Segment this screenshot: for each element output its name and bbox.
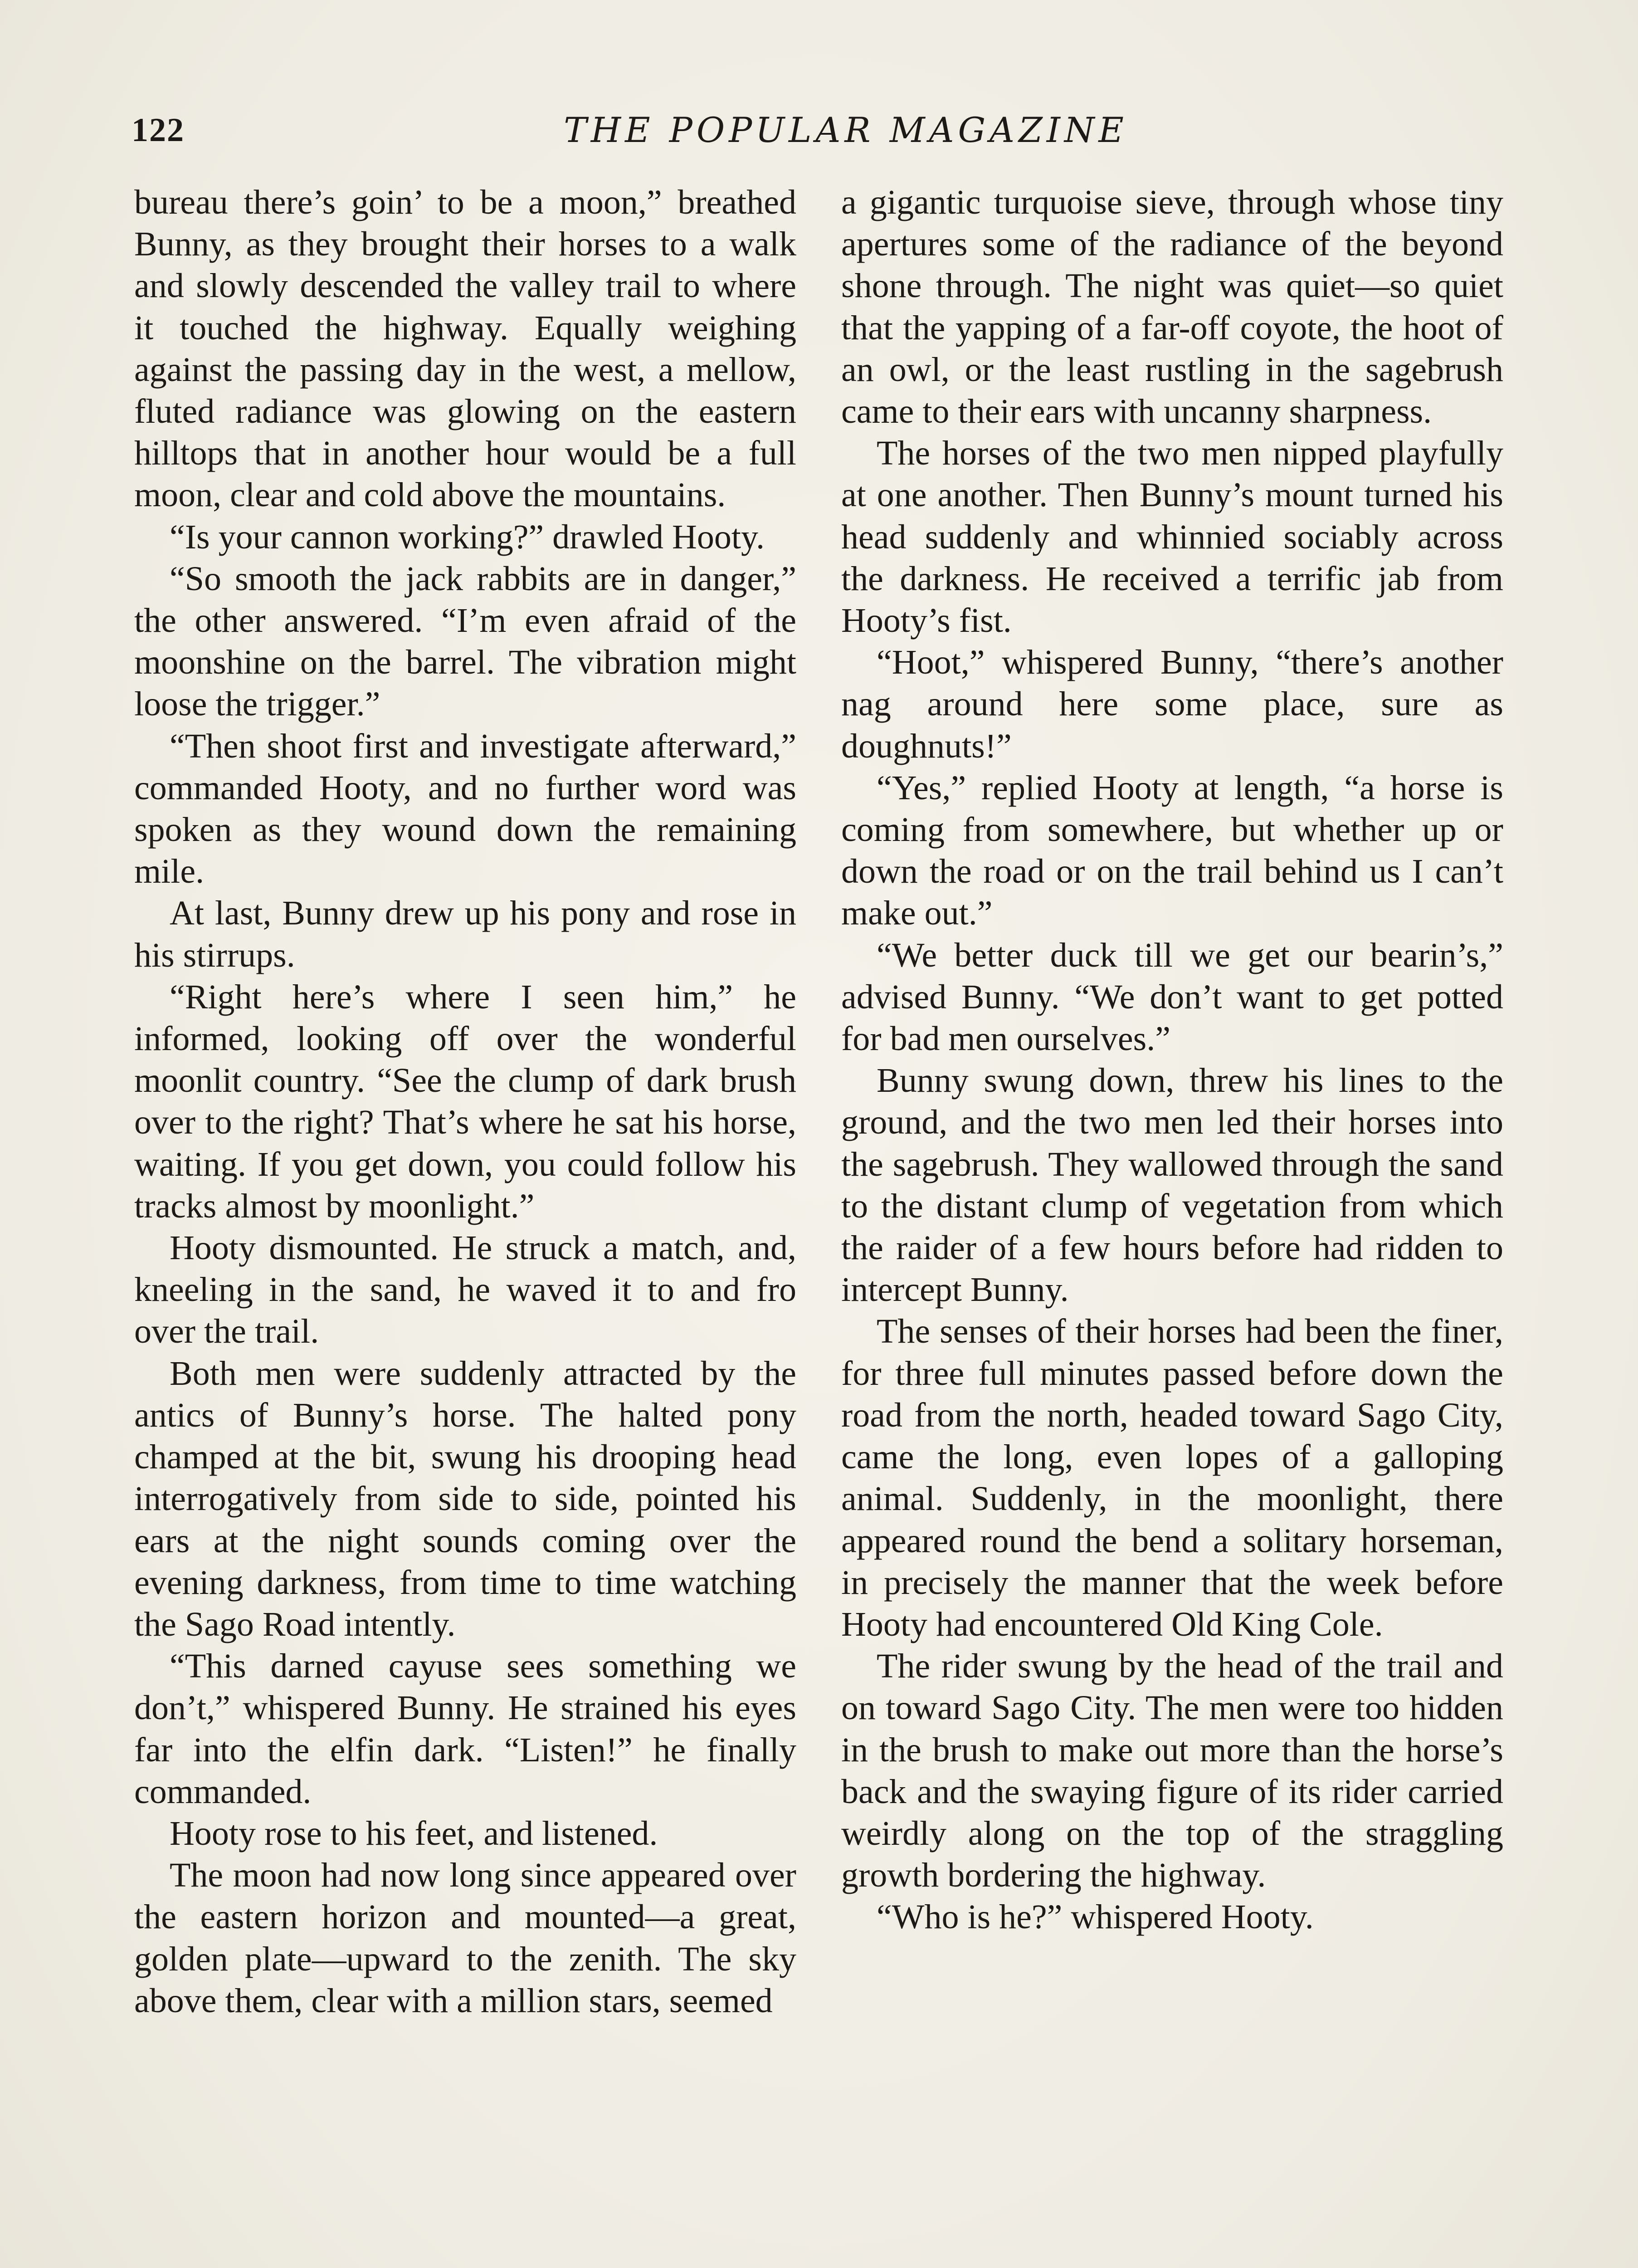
paragraph: “Yes,” replied Hooty at length, “a horse is coming from somewhere, but whether up or down the road or on the trail behind us I can’t make out.” [841, 768, 1503, 933]
paragraph: The senses of their horses had been the finer, for three full minutes passed before down the road from the north, headed toward Sago City, came the long, even lopes of a galloping animal. Suddenly, in the moonlight, there appeared round the bend a solitary horseman, in precisely the manner that the week before Hooty had encountered Old King Cole. [841, 1312, 1503, 1643]
right-column [841, 181, 1503, 1938]
left-column [134, 181, 796, 2022]
paragraph: Both men were suddenly attracted by the antics of Bunny’s horse. The halted pony champed at the bit, swung his drooping head interrogatively from side to side, pointed his ears at the night sounds coming over the evening darkness, from time to time watching the Sago Road intently. [134, 1354, 796, 1643]
paragraph: Bunny swung down, threw his lines to the ground, and the two men led their horses into the sagebrush. They wallowed through the sand to the distant clump of vegetation from which the raider of a few hours before had ridden to intercept Bunny. [841, 1061, 1503, 1309]
paragraph: The rider swung by the head of the trail and on toward Sago City. The men were too hidden in the brush to make out more than the horse’s back and the swaying figure of its rider carried weirdly along on the top of the straggling growth bordering the highway. [841, 1647, 1503, 1895]
paragraph: “This darned cayuse sees something we don’t,” whispered Bunny. He strained his eyes far into the elfin dark. “Listen!” he finally commanded. [134, 1647, 796, 1811]
paragraph: “Is your cannon working?” drawled Hooty. [170, 518, 765, 556]
paragraph: At last, Bunny drew up his pony and rose in his stirrups. [134, 894, 796, 974]
paragraph: “Hoot,” whispered Bunny, “there’s another nag around here some place, sure as doughnuts!” [841, 643, 1503, 765]
paragraph: The moon had now long since appeared over the eastern horizon and mounted—a great, golden plate—upward to the zenith. The sky above them, clear with a million stars, seemed [134, 1856, 796, 2020]
paragraph: “We better duck till we get our bearin’s,” advised Bunny. “We don’t want to get potted for bad men ourselves.” [841, 936, 1503, 1058]
paragraph: bureau there’s goin’ to be a moon,” breathed Bunny, as they brought their horses to a walk and slowly descended the valley trail to where it touched the highway. Equally weighing against the passing day in the west, a mellow, fluted radiance was glowing on the eastern hilltops that in another hour would be a full moon, clear and cold above the mountains. [134, 183, 796, 514]
paragraph: The horses of the two men nipped playfully at one another. Then Bunny’s mount turned his head suddenly and whinnied sociably across the darkness. He received a terrific jab from Hooty’s fist. [841, 434, 1503, 640]
paragraph: a gigantic turquoise sieve, through whose tiny apertures some of the radiance of the beyond shone through. The night was quiet—so quiet that the yapping of a far-off coyote, the hoot of an owl, or the least rustling in the sagebrush came to their ears with uncanny sharpness. [841, 183, 1503, 431]
paragraph: “Who is he?” whispered Hooty. [877, 1898, 1314, 1936]
magazine-title: THE POPULAR MAGAZINE [564, 110, 1128, 150]
page-header [132, 105, 1506, 155]
paragraph: “So smooth the jack rabbits are in danger,” the other answered. “I’m even afraid of the moonshine on the barrel. The vibration might loose the trigger.” [134, 559, 796, 723]
paragraph: Hooty dismounted. He struck a match, and, kneeling in the sand, he waved it to and fro over the trail. [134, 1229, 796, 1351]
paragraph: “Then shoot first and investigate afterward,” commanded Hooty, and no further word was spoken as they wound down the remaining mile. [134, 727, 796, 891]
paragraph: Hooty rose to his feet, and listened. [170, 1814, 658, 1853]
paragraph: “Right here’s where I seen him,” he informed, looking off over the wonderful moonlit country. “See the clump of dark brush over to the right? That’s where he sat his horse, waiting. If you get down, you could follow his tracks almost by moonlight.” [134, 978, 796, 1225]
page-number: 122 [132, 112, 185, 149]
